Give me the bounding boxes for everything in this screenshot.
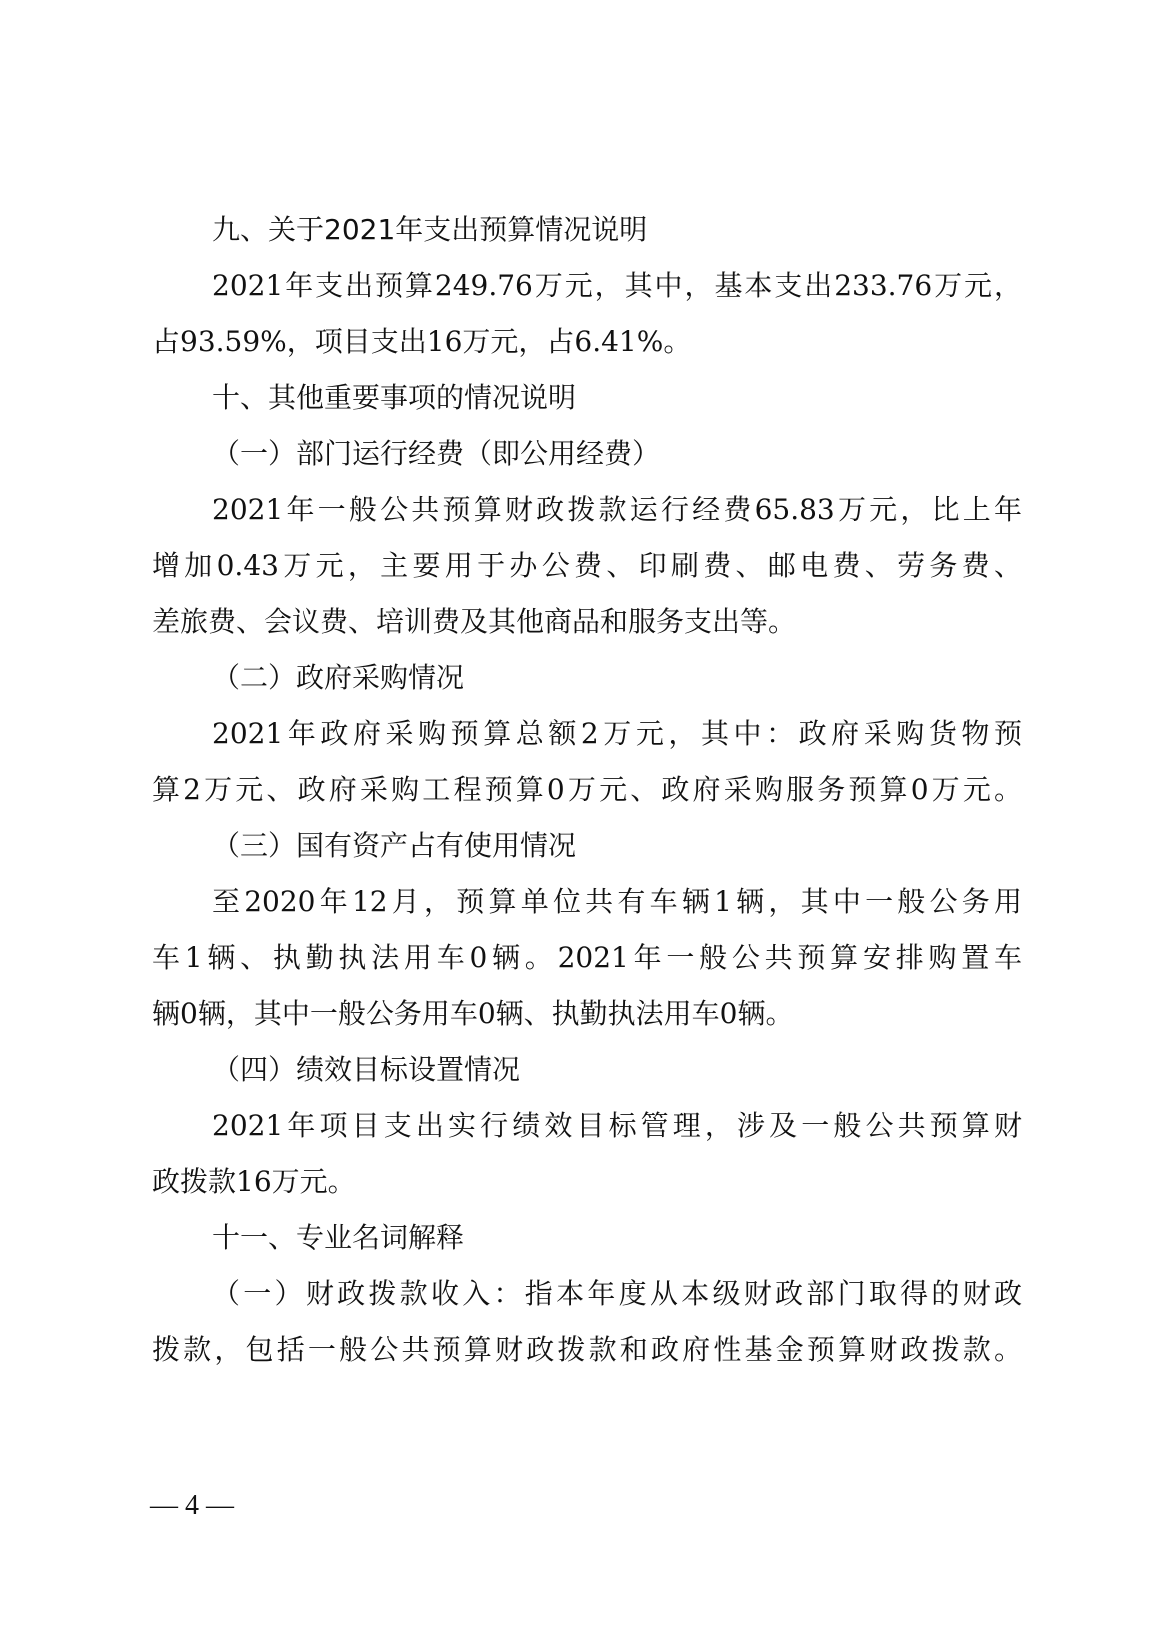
- subsection-1-paragraph-line-1: 2021年一般公共预算财政拨款运行经费65.83万元，比上年: [212, 493, 1022, 526]
- subsection-3-heading: （三）国有资产占有使用情况: [212, 829, 577, 862]
- subsection-1-paragraph-line-3: 差旅费、会议费、培训费及其他商品和服务支出等。: [152, 605, 797, 638]
- section-9-heading: 九、关于2021年支出预算情况说明: [212, 213, 648, 246]
- subsection-2-paragraph-line-1: 2021年政府采购预算总额2万元，其中：政府采购货物预: [212, 717, 1022, 750]
- subsection-2-heading: （二）政府采购情况: [212, 661, 465, 694]
- subsection-3-paragraph-line-1: 至2020年12月，预算单位共有车辆1辆，其中一般公务用: [212, 885, 1022, 918]
- subsection-4-paragraph-line-1: 2021年项目支出实行绩效目标管理，涉及一般公共预算财: [212, 1109, 1022, 1142]
- subsection-3-paragraph-line-3: 辆0辆，其中一般公务用车0辆、执勤执法用车0辆。: [152, 997, 794, 1030]
- section-11-paragraph-line-2: 拨款，包括一般公共预算财政拨款和政府性基金预算财政拨款。: [152, 1333, 1022, 1366]
- section-9-paragraph-line-2: 占93.59%，项目支出16万元，占6.41%。: [152, 325, 692, 358]
- subsection-4-heading: （四）绩效目标设置情况: [212, 1053, 521, 1086]
- section-11-paragraph-line-1: （一）财政拨款收入：指本年度从本级财政部门取得的财政: [212, 1277, 1022, 1310]
- page-number: — 4 —: [150, 1490, 234, 1521]
- subsection-1-heading: （一）部门运行经费（即公用经费）: [212, 437, 661, 470]
- subsection-2-paragraph-line-2: 算2万元、政府采购工程预算0万元、政府采购服务预算0万元。: [152, 773, 1022, 806]
- subsection-4-paragraph-line-2: 政拨款16万元。: [152, 1165, 356, 1198]
- section-9-paragraph-line-1: 2021年支出预算249.76万元，其中，基本支出233.76万元，: [212, 269, 1022, 302]
- section-11-heading: 十一、专业名词解释: [212, 1221, 465, 1254]
- subsection-3-paragraph-line-2: 车1辆、执勤执法用车0辆。2021年一般公共预算安排购置车: [152, 941, 1022, 974]
- section-10-heading: 十、其他重要事项的情况说明: [212, 381, 577, 414]
- subsection-1-paragraph-line-2: 增加0.43万元，主要用于办公费、印刷费、邮电费、劳务费、: [152, 549, 1022, 582]
